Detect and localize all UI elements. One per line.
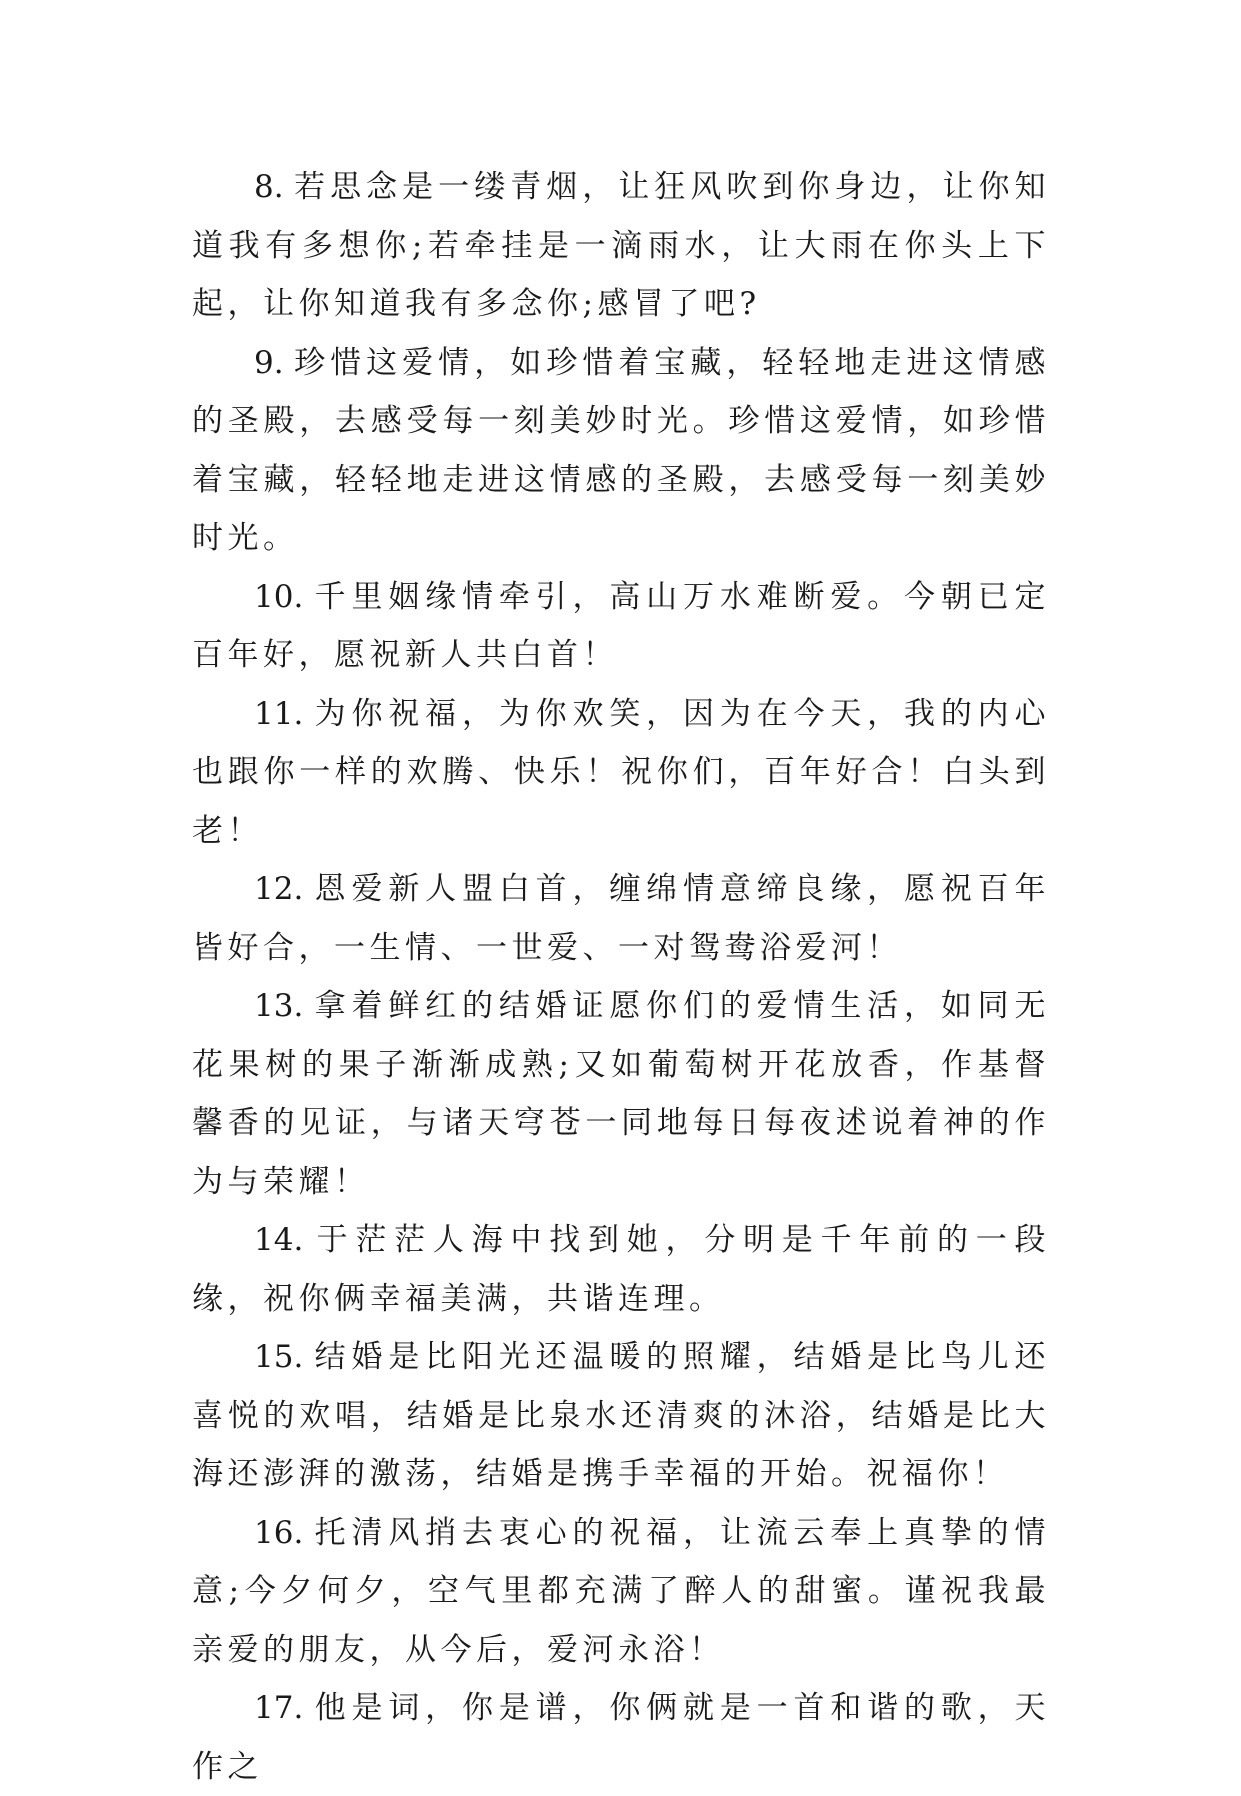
document-body <box>192 158 1050 1796</box>
item-text: 拿着鲜红的结婚证愿你们的爱情生活，如同无花果树的果子渐渐成熟;又如葡萄树开花放香，作基督馨香的见证，与诸天穹苍一同地每日每夜述说着神的作为与荣耀！ <box>192 988 1050 1200</box>
list-item <box>192 860 1050 977</box>
item-number: 10. <box>254 578 304 615</box>
item-number: 13. <box>254 988 304 1024</box>
list-item <box>192 977 1050 1211</box>
item-number: 16. <box>254 1514 304 1551</box>
list-item <box>192 334 1050 568</box>
item-text: 托清风捎去衷心的祝福，让流云奉上真挚的情意;今夕何夕，空气里都充满了醉人的甜蜜。谨祝我最亲爱的朋友，从今后，爱河永浴！ <box>192 1514 1050 1668</box>
list-item <box>192 1211 1050 1328</box>
list-item <box>192 1328 1050 1504</box>
item-number: 11. <box>254 695 304 732</box>
item-number: 17. <box>254 1690 304 1726</box>
item-number: 12. <box>254 871 304 907</box>
item-text: 他是词，你是谱，你俩就是一首和谐的歌，天作之 <box>192 1690 1050 1785</box>
item-text: 于茫茫人海中找到她，分明是千年前的一段缘，祝你俩幸福美满，共谐连理。 <box>192 1222 1050 1317</box>
item-text: 恩爱新人盟白首，缠绵情意缔良缘，愿祝百年皆好合，一生情、一世爱、一对鸳鸯浴爱河！ <box>192 871 1050 966</box>
item-text: 千里姻缘情牵引，高山万水难断爱。今朝已定百年好，愿祝新人共白首！ <box>192 578 1050 673</box>
list-item <box>192 158 1050 334</box>
item-text: 若思念是一缕青烟，让狂风吹到你身边，让你知道我有多想你;若牵挂是一滴雨水，让大雨在你头上下起，让你知道我有多念你;感冒了吧? <box>192 169 1050 322</box>
list-item <box>192 685 1050 861</box>
item-number: 9. <box>254 344 284 381</box>
item-text: 为你祝福，为你欢笑，因为在今天，我的内心也跟你一样的欢腾、快乐！祝你们，百年好合！白头到老！ <box>192 695 1050 849</box>
list-item <box>192 1679 1050 1796</box>
list-item <box>192 1504 1050 1680</box>
item-number: 8. <box>254 169 284 205</box>
item-text: 珍惜这爱情，如珍惜着宝藏，轻轻地走进这情感的圣殿，去感受每一刻美妙时光。珍惜这爱情，如珍惜着宝藏，轻轻地走进这情感的圣殿，去感受每一刻美妙时光。 <box>192 344 1050 556</box>
item-number: 15. <box>254 1339 304 1375</box>
item-text: 结婚是比阳光还温暖的照耀，结婚是比鸟儿还喜悦的欢唱，结婚是比泉水还清爽的沐浴，结婚是比大海还澎湃的激荡，结婚是携手幸福的开始。祝福你！ <box>192 1339 1050 1492</box>
item-number: 14. <box>254 1222 304 1258</box>
list-item <box>192 568 1050 685</box>
